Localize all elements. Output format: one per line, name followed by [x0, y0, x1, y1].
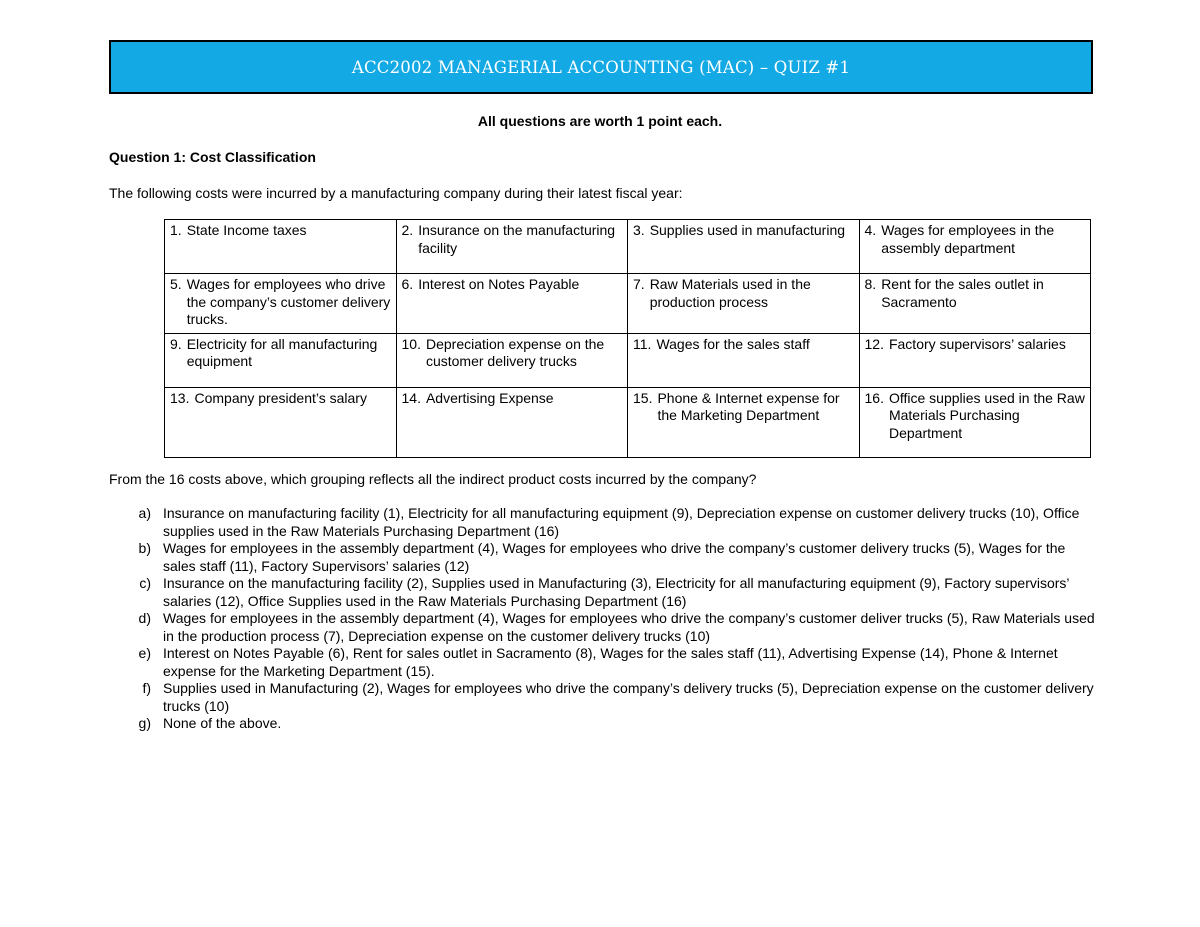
option-letter: g)	[138, 715, 151, 731]
cost-number: 14.	[401, 389, 421, 406]
cost-number: 1.	[170, 222, 182, 238]
option-letter: b)	[138, 540, 151, 556]
cost-cell	[396, 387, 628, 457]
cost-number: 13.	[170, 389, 190, 406]
cost-number: 10.	[401, 335, 421, 352]
cost-text: Factory supervisors’ salaries	[888, 335, 1066, 352]
cost-text: State Income taxes	[186, 222, 307, 238]
cost-number: 9.	[170, 335, 182, 352]
cost-number: 3.	[633, 222, 645, 238]
cost-number: 11.	[633, 335, 652, 352]
cost-text: Electricity for all manufacturing equipment	[186, 335, 378, 369]
cost-text: Interest on Notes Payable	[418, 276, 580, 292]
question-1-heading: Question 1: Cost Classification	[109, 149, 316, 165]
question-1-intro: The following costs were incurred by a manufacturing company during their latest fiscal year:	[109, 185, 683, 201]
option-letter: a)	[138, 505, 151, 521]
cost-text: Supplies used in manufacturing	[649, 222, 846, 238]
cost-cell	[859, 274, 1091, 334]
cost-table-row	[165, 220, 1091, 274]
option-text: None of the above.	[163, 715, 282, 731]
cost-number: 16.	[864, 389, 884, 406]
cost-text: Wages for employees who drive the company’s customer delivery trucks.	[186, 276, 391, 327]
cost-number: 6.	[401, 276, 414, 292]
option-text: Insurance on manufacturing facility (1), Electricity for all manufacturing equipment (9), Depreciation expense on customer delivery trucks (10), Office supplies used in the Raw Materials Purchasing Department (16)	[163, 505, 1080, 539]
cost-cell	[165, 387, 397, 457]
option-text: Wages for employees in the assembly department (4), Wages for employees who drive the company’s customer delivery trucks (5), Wages for the sales staff (11), Factory Supervisors’ salaries (12)	[163, 540, 1066, 574]
cost-cell	[628, 387, 860, 457]
quiz-title-banner	[109, 40, 1093, 94]
cost-cell	[628, 220, 860, 274]
option-letter: e)	[138, 645, 151, 661]
option-letter: f)	[142, 680, 151, 696]
answer-option-g	[109, 715, 1099, 733]
option-text: Supplies used in Manufacturing (2), Wages for employees who drive the company’s delivery trucks (5), Depreciation expense on the customer delivery trucks (10)	[163, 680, 1094, 714]
cost-cell	[165, 274, 397, 334]
cost-table-row	[165, 387, 1091, 457]
cost-text: Company president’s salary	[194, 389, 367, 406]
cost-cell	[859, 387, 1091, 457]
cost-table	[164, 219, 1091, 458]
option-letter: d)	[138, 610, 151, 626]
points-note: All questions are worth 1 point each.	[477, 113, 723, 129]
answer-option-e	[109, 645, 1099, 680]
cost-table-row	[165, 333, 1091, 387]
cost-number: 4.	[864, 222, 877, 238]
option-text: Wages for employees in the assembly department (4), Wages for employees who drive the company’s customer deliver trucks (5), Raw Materials used in the production process (7), Depreciation expense on the customer delivery trucks (10)	[163, 610, 1095, 644]
cost-number: 2.	[401, 222, 414, 238]
cost-text: Office supplies used in the Raw Materials Purchasing Department	[888, 389, 1085, 441]
cost-cell	[396, 333, 628, 387]
option-text: Insurance on the manufacturing facility (2), Supplies used in Manufacturing (3), Electricity for all manufacturing equipment (9), Factory supervisors’ salaries (12), Office Supplies used in the Raw Materials Purchasing Department (16)	[163, 575, 1070, 609]
answer-option-b	[109, 540, 1099, 575]
cost-text: Advertising Expense	[425, 389, 554, 406]
cost-text: Raw Materials used in the production process	[649, 276, 811, 310]
cost-number: 8.	[864, 276, 877, 292]
cost-cell	[165, 333, 397, 387]
quiz-title: ACC2002 MANAGERIAL ACCOUNTING (MAC) – QUIZ #1	[351, 57, 851, 77]
cost-cell	[396, 274, 628, 334]
cost-number: 12.	[864, 335, 884, 352]
question-1-prompt: From the 16 costs above, which grouping reflects all the indirect product costs incurred by the company?	[109, 471, 757, 487]
cost-text: Phone & Internet expense for the Marketing Department	[657, 389, 840, 423]
answer-options-list	[109, 505, 1099, 733]
answer-option-d	[109, 610, 1099, 645]
option-letter: c)	[139, 575, 151, 591]
cost-number: 15.	[633, 389, 653, 406]
cost-text: Depreciation expense on the customer delivery trucks	[425, 335, 605, 369]
cost-text: Insurance on the manufacturing facility	[418, 222, 616, 256]
cost-cell	[628, 274, 860, 334]
cost-number: 7.	[633, 276, 645, 292]
answer-option-c	[109, 575, 1099, 610]
option-text: Interest on Notes Payable (6), Rent for sales outlet in Sacramento (8), Wages for the sales staff (11), Advertising Expense (14), Phone & Internet expense for the Marketing Department (15).	[163, 645, 1058, 679]
cost-table-row	[165, 274, 1091, 334]
cost-cell	[165, 220, 397, 274]
answer-option-f	[109, 680, 1099, 715]
cost-text: Rent for the sales outlet in Sacramento	[881, 276, 1044, 310]
cost-number: 5.	[170, 276, 182, 292]
cost-cell	[396, 220, 628, 274]
cost-text: Wages for the sales staff	[656, 335, 810, 352]
cost-cell	[859, 220, 1091, 274]
cost-cell	[628, 333, 860, 387]
cost-text: Wages for employees in the assembly department	[881, 222, 1055, 256]
answer-option-a	[109, 505, 1099, 540]
cost-cell	[859, 333, 1091, 387]
